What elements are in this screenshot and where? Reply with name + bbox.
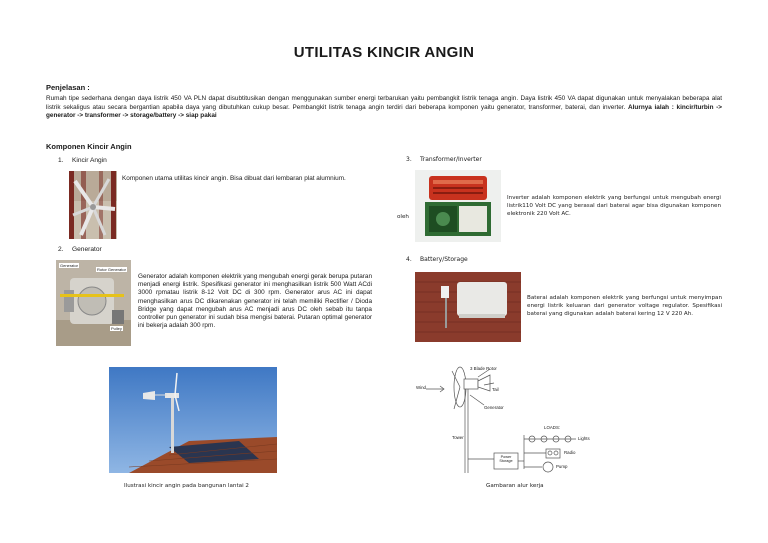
rooftop-turbine-photo: [109, 367, 277, 473]
item-desc: Inverter adalah komponen elektrik yang berfungsi untuk mengubah energi listrik110 Volt DC yang berasal dari baterai agar bisa digunakan komponen elektronik 220 Volt AC.: [507, 195, 721, 218]
rotor-generator-label: Rotor Generator: [97, 267, 126, 272]
komponen-heading: Komponen Kincir Angin: [46, 142, 132, 151]
diagram-generator: Generator: [484, 405, 504, 410]
inverter-photo: [415, 170, 501, 242]
penjelasan-heading: Penjelasan :: [46, 83, 90, 92]
item-transformer: [406, 156, 482, 163]
system-diagram: [412, 365, 598, 477]
item-number: 3.: [406, 156, 412, 163]
item-number: 4.: [406, 256, 412, 263]
diagram-power-storage: Power Storage: [499, 455, 513, 464]
diagram-pump: Pump: [556, 464, 568, 469]
diagram-loads: LOADS:: [544, 425, 561, 430]
caption-right: Gambaran alur kerja: [486, 483, 544, 489]
item-desc: Komponen utama utilitas kincir angin. Bisa dibuat dari lembaran plat alumnium.: [122, 175, 346, 182]
penjelasan-text: Rumah tipe sederhana dengan daya listrik 450 VA PLN dapat disubtitusikan dengan menggunakan sumber energi terbarukan yaitu pembangkit listrik tenaga angin. Daya listrik 450 VA dapat digunakan untuk menyalakan beberapa alat listrik sekaligus atau secara bergantian apabila daya yang dibutuhkan cukup besar. Pembangkit listrik tenaga angin terdiri dari beberapa komponen yaitu generator, transformer, baterai, dan inverter.: [46, 95, 722, 111]
item-number: 1.: [58, 157, 64, 164]
pulley-label: Pulley: [111, 326, 122, 331]
diagram-tail: Tail: [492, 387, 499, 392]
generator-label: Generator: [60, 263, 79, 268]
alur-text: Alurnya ialah : kincir/turbin -> generator -> transformer -> storage/battery -> siap pakai: [46, 103, 723, 120]
windmill-blade-photo: [69, 171, 117, 239]
item-desc: Generator adalah komponen elektrik yang mengubah energi gerak berupa putaran menjadi energi listrik. Spesifikasi generator ini menghasilkan listrik 500 Watt ACdi 3000 rpmatau listrik 8-12 Volt DC di 300 rpm. Generator arus AC ini dapat menghasilkan arus DC dikarenakan generator ini telah memiliki Rectifier / Dioda Bridge yang dapat mengubah arus AC menjadi arus DC oleh sebab itu tanpa controller pun generator ini sudah bisa mengisi baterai. Putaran optimal generator ini bekerja adalah 300 rpm.: [138, 273, 372, 330]
diagram-lights: Lights: [578, 436, 590, 441]
caption-left: Ilustrasi kincir angin pada bangunan lantai 2: [124, 483, 249, 489]
diagram-radio: Radio: [564, 450, 576, 455]
diagram-wind: Wind: [416, 385, 427, 390]
generator-photo: [56, 260, 131, 346]
item-generator: [58, 246, 102, 253]
item-battery: [406, 256, 468, 263]
diagram-tower: Tower: [452, 435, 464, 440]
item-label: Battery/Storage: [420, 256, 468, 263]
item-kincir-angin: [58, 157, 107, 164]
item-label: Kincir Angin: [72, 157, 107, 164]
item-label: Transformer/Inverter: [420, 156, 482, 163]
oleh-text: oleh: [397, 214, 409, 220]
item-desc: Baterai adalah komponen elektrik yang berfungsi untuk menyimpan energi listrik keluaran dari generator voltage regulator. Spesifikasi baterai yang digunakan adalah baterai kering 12 V 220 Ah.: [527, 295, 722, 318]
penjelasan-paragraph: [46, 95, 722, 121]
item-number: 2.: [58, 246, 64, 253]
item-label: Generator: [72, 246, 102, 253]
battery-photo: [415, 272, 521, 342]
diagram-blade-rotor: 3 Blade Rotor: [470, 366, 497, 371]
page-title: UTILITAS KINCIR ANGIN: [293, 44, 475, 61]
